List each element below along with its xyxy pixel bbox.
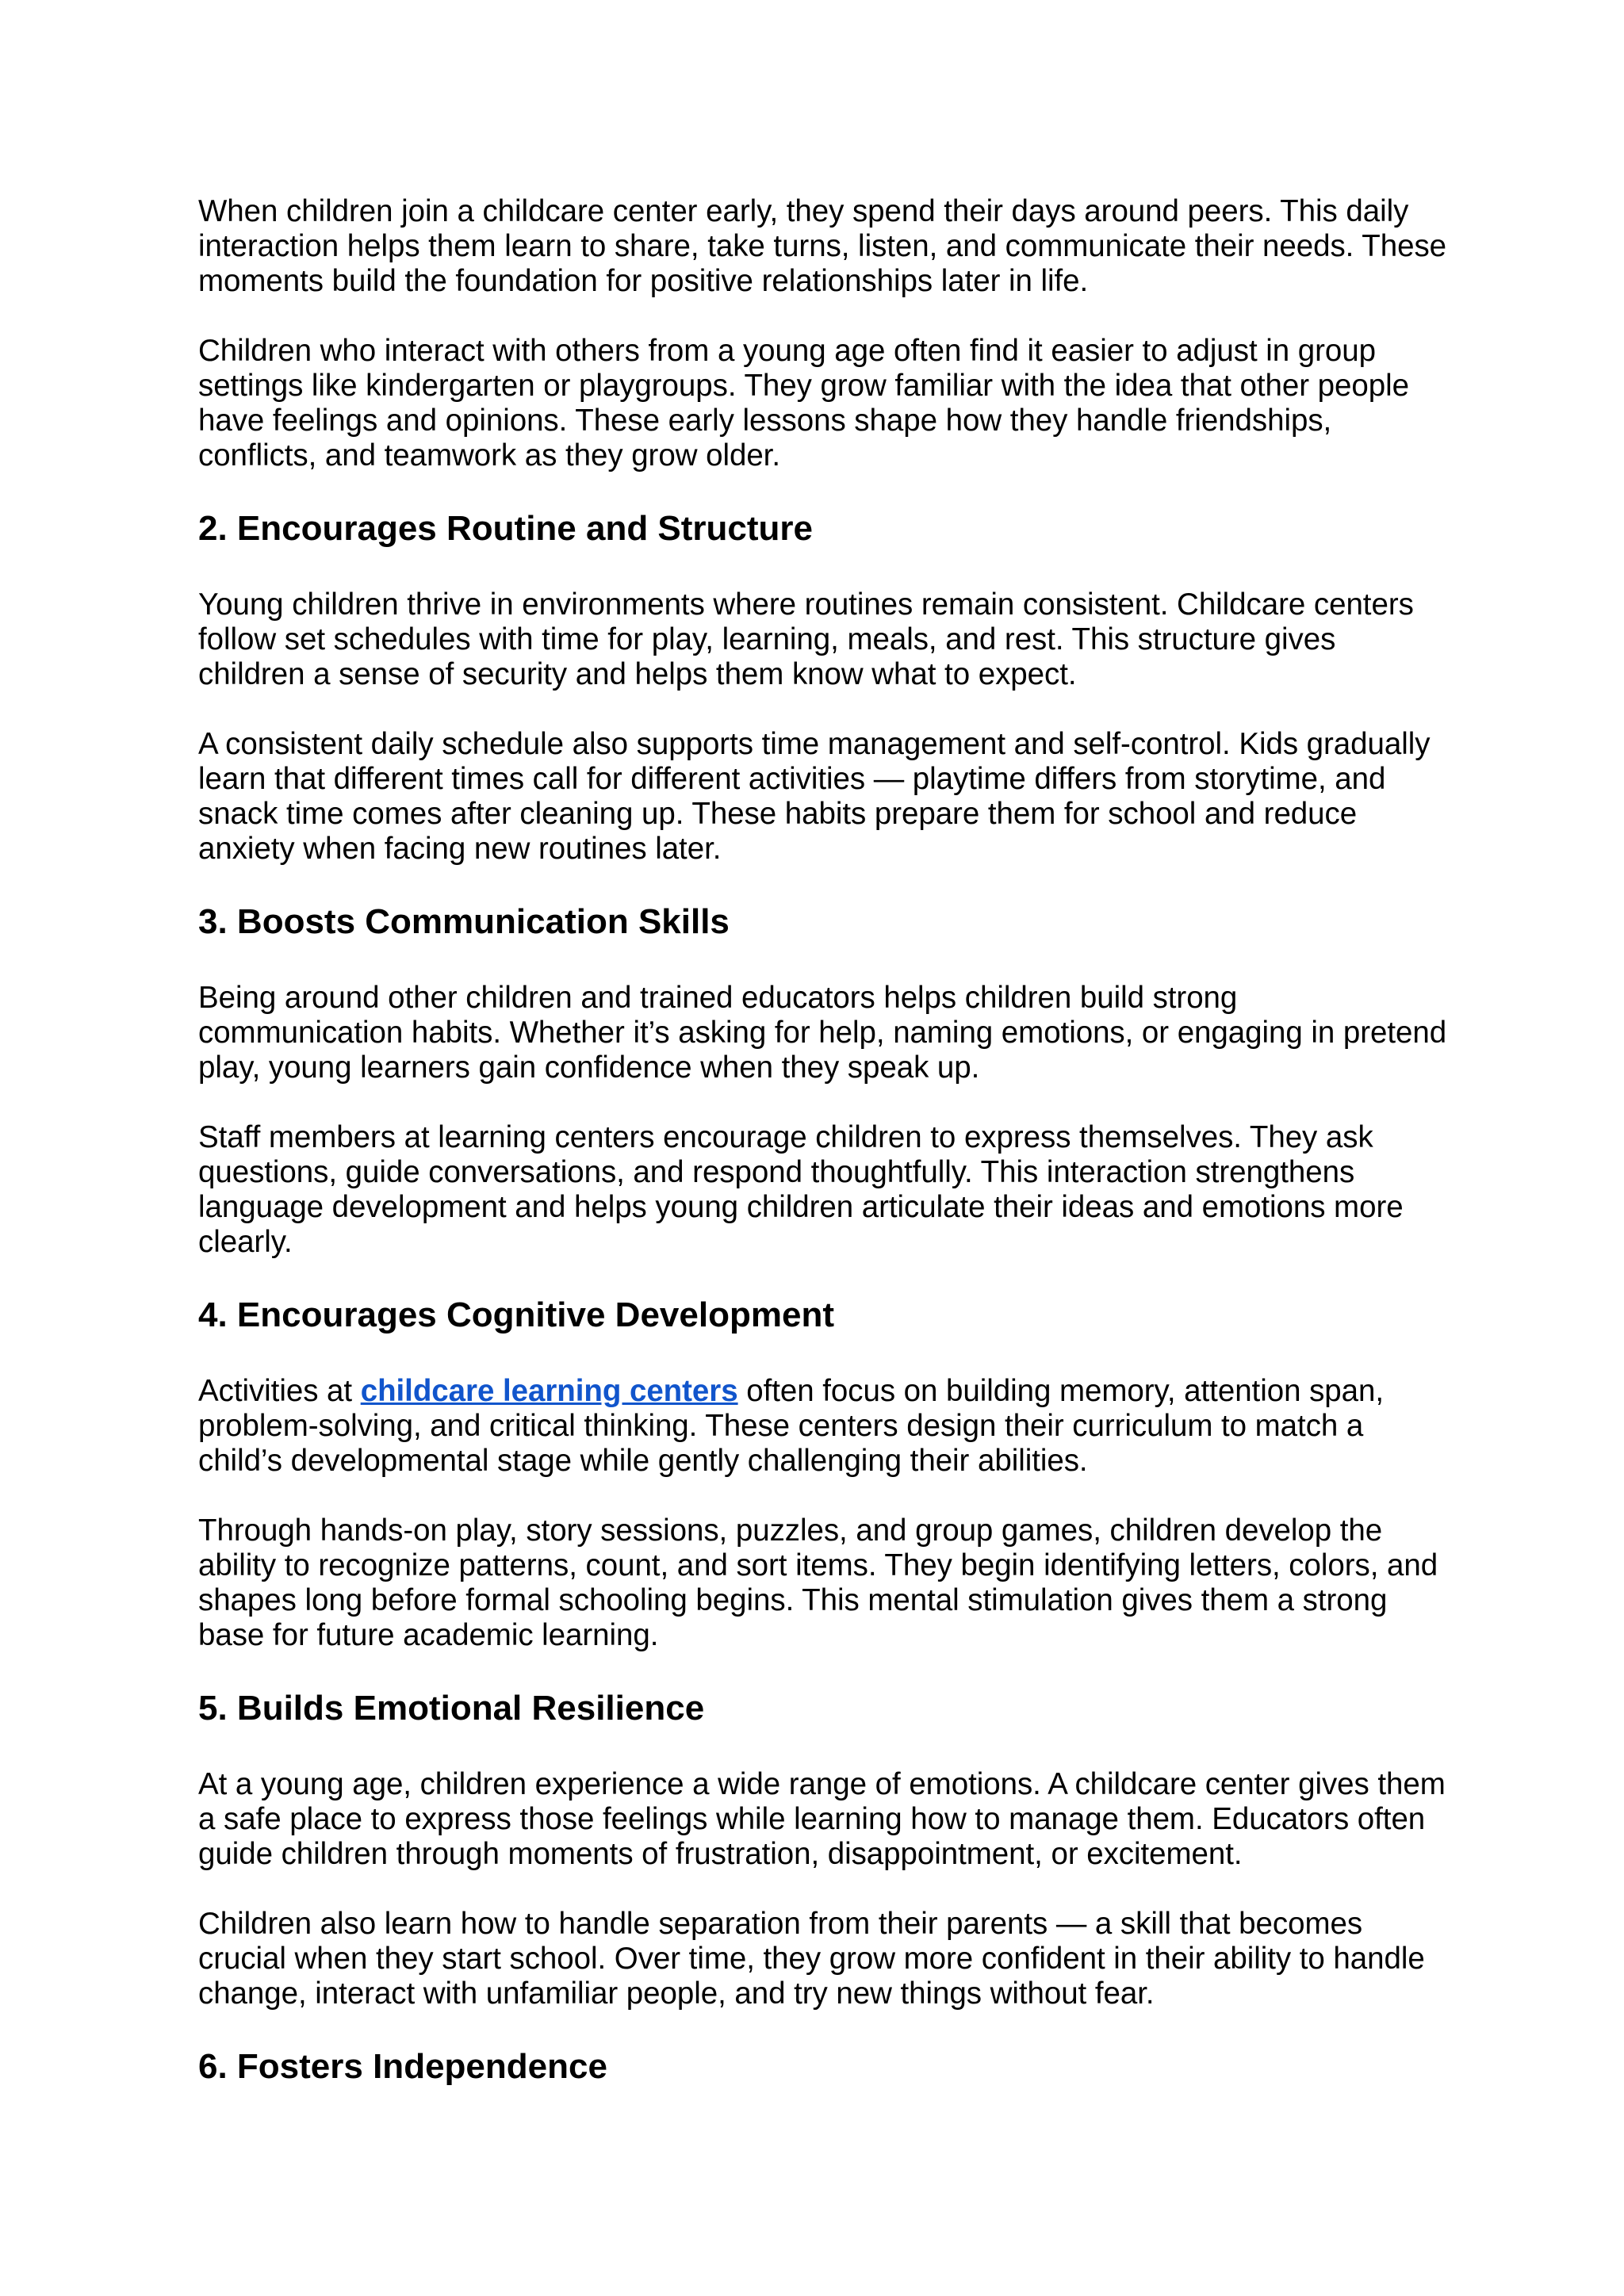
section-5-paragraph-2: Children also learn how to handle separation from their parents — a skill that becomes crucial when they start school. Over time, they grow more confident in their ability to handle change, interact with unfamiliar people, and try new things without fear. — [198, 1907, 1425, 2011]
section-4-paragraph-1 — [198, 1374, 1450, 1479]
section-5-heading: 5. Builds Emotional Resilience — [198, 1689, 705, 1728]
section-4-text-after-link: often focus on building memory, attention span, problem-solving, and critical thinking. These centers design their curriculum to match a child’s developmental stage while gently challenging their abilities. — [198, 1374, 1385, 1478]
childcare-learning-centers-link[interactable]: childcare learning centers — [360, 1374, 738, 1408]
section-5-paragraph-1: At a young age, children experience a wide range of emotions. A childcare center gives them a safe place to express those feelings while learning how to manage them. Educators often guide children through moments of frustration, disappointment, or excitement. — [198, 1767, 1446, 1871]
intro-paragraph-1: When children join a childcare center early, they spend their days around peers. This daily interaction helps them learn to share, take turns, listen, and communicate their needs. These moments build the foundation for positive relationships later in life. — [198, 194, 1447, 298]
section-6-heading: 6. Fosters Independence — [198, 2047, 607, 2086]
section-3-paragraph-1: Being around other children and trained educators helps children build strong communication habits. Whether it’s asking for help, naming emotions, or engaging in pretend play, young learners gain confidence when they speak up. — [198, 981, 1447, 1085]
section-2-paragraph-2: A consistent daily schedule also supports time management and self-control. Kids gradually learn that different times call for different activities — playtime differs from storytime, and snack time comes after cleaning up. These habits prepare them for school and reduce anxiety when facing new routines later. — [198, 727, 1431, 866]
intro-paragraph-2: Children who interact with others from a young age often find it easier to adjust in group settings like kindergarten or playgroups. They grow familiar with the idea that other people have feelings and opinions. These early lessons shape how they handle friendships, conflicts, and teamwork as they grow older. — [198, 334, 1409, 473]
section-4-paragraph-2: Through hands-on play, story sessions, puzzles, and group games, children develop the ability to recognize patterns, count, and sort items. They begin identifying letters, colors, and shapes long before formal schooling begins. This mental stimulation gives them a strong base for future academic learning. — [198, 1513, 1438, 1652]
section-2-heading: 2. Encourages Routine and Structure — [198, 509, 814, 548]
section-4-heading: 4. Encourages Cognitive Development — [198, 1295, 834, 1334]
section-3-heading: 3. Boosts Communication Skills — [198, 902, 730, 941]
section-4-text-before-link: Activities at — [198, 1374, 361, 1408]
section-2-paragraph-1: Young children thrive in environments where routines remain consistent. Childcare centers follow set schedules with time for play, learning, meals, and rest. This structure gives children a sense of security and helps them know what to expect. — [198, 587, 1414, 691]
section-3-paragraph-2: Staff members at learning centers encourage children to express themselves. They ask questions, guide conversations, and respond thoughtfully. This interaction strengthens language development and helps young children articulate their ideas and emotions more clearly. — [198, 1120, 1404, 1259]
